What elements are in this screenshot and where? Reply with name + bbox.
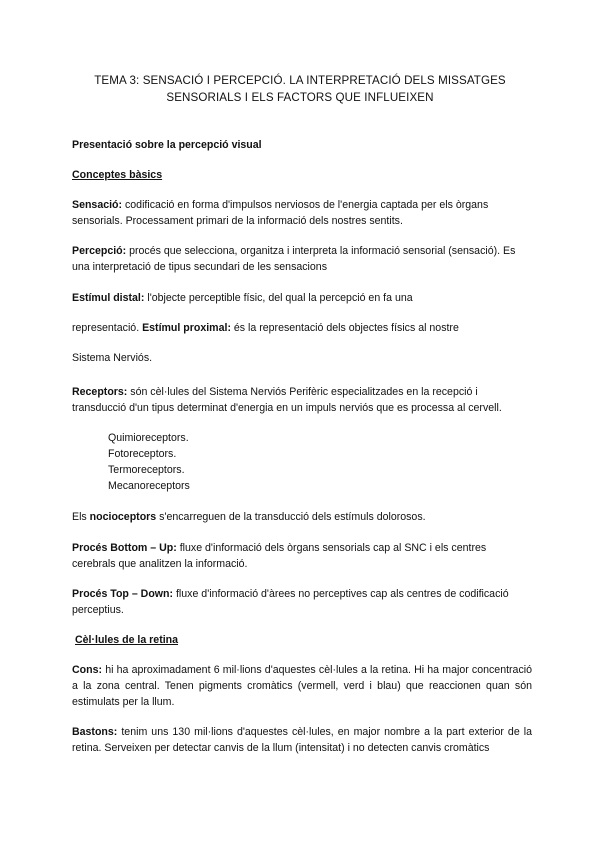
sensacio-term: Sensació: (72, 199, 123, 211)
title-line-2: SENSORIALS I ELS FACTORS QUE INFLUEIXEN (166, 91, 434, 104)
nocioceptors-text: s'encarreguen de la transducció dels estímuls dolorosos. (156, 511, 426, 523)
top-down-paragraph (72, 586, 532, 618)
estimul-distal-paragraph (72, 290, 532, 306)
presentation-heading: Presentació sobre la percepció visual (72, 139, 262, 151)
cons-text: hi ha aproximadament 6 mil·lions d'aquestes cèl·lules a la retina. Hi ha major concentració a la zona central. Tenen pigments cromàtics (vermell, verd i blau) que reaccionen quan són estimulats per la llum. (72, 664, 532, 708)
percepcio-text: procés que selecciona, organitza i interpreta la informació sensorial (sensació). Es una interpretació de tipus secundari de les sensacions (72, 245, 516, 273)
list-item: Quimioreceptors. (108, 432, 189, 444)
list-item: Termoreceptors. (108, 464, 185, 476)
list-item: Mecanoreceptors (108, 480, 190, 492)
estimul-proximal-paragraph (72, 320, 532, 336)
bottom-up-term: Procés Bottom – Up: (72, 542, 177, 554)
estimul-proximal-term: Estímul proximal: (142, 322, 231, 334)
document-title (40, 72, 560, 106)
bastons-text: tenim uns 130 mil·lions d'aquestes cèl·lules, en major nombre a la part exterior de la retina. Serveixen per detectar canvis de la llum (intensitat) i no detecten canvis cromàtics (72, 726, 532, 754)
estimul-distal-term: Estímul distal: (72, 292, 145, 304)
title-line-1: TEMA 3: SENSACIÓ I PERCEPCIÓ. LA INTERPRETACIÓ DELS MISSATGES (94, 74, 506, 87)
receptor-types-list (108, 430, 190, 494)
estimul-proximal-text: és la representació dels objectes físics al nostre (230, 322, 459, 334)
percepcio-paragraph (72, 243, 532, 275)
bastons-term: Bastons: (72, 726, 118, 738)
receptors-text: són cèl·lules del Sistema Nerviós Perifèric especialitzades en la recepció i transducció d'un tipus determinat d'energia en un impuls nerviós que es processa al cervell. (72, 386, 502, 414)
estimul-proximal-pre: representació. (72, 322, 143, 334)
retina-heading: Cèl·lules de la retina (75, 634, 179, 646)
cons-paragraph (72, 662, 532, 710)
bottom-up-text: fluxe d'informació dels òrgans sensorials cap al SNC i els centres cerebrals que analitzen la informació. (72, 542, 487, 570)
nocioceptors-paragraph (72, 509, 532, 525)
top-down-text: fluxe d'informació d'àrees no perceptives cap als centres de codificació perceptius. (72, 588, 509, 616)
sensacio-text: codificació en forma d'impulsos nerviosos de l'energia captada per els òrgans sensorials. Processament primari de la informació dels nostres sentits. (72, 199, 489, 227)
nocioceptors-term: nocioceptors (89, 511, 157, 523)
sistema-paragraph: Sistema Nerviós. (72, 352, 153, 364)
receptors-paragraph (72, 384, 532, 416)
estimul-distal-text: l'objecte perceptible físic, del qual la percepció en fa una (144, 292, 413, 304)
cons-term: Cons: (72, 664, 103, 676)
list-item: Fotoreceptors. (108, 448, 177, 460)
bastons-paragraph (72, 724, 532, 756)
percepcio-term: Percepció: (72, 245, 127, 257)
bottom-up-paragraph (72, 540, 532, 572)
receptors-term: Receptors: (72, 386, 128, 398)
top-down-term: Procés Top – Down: (72, 588, 174, 600)
sensacio-paragraph (72, 197, 532, 229)
nocioceptors-pre: Els (72, 511, 90, 523)
concepts-heading: Conceptes bàsics (72, 169, 163, 181)
